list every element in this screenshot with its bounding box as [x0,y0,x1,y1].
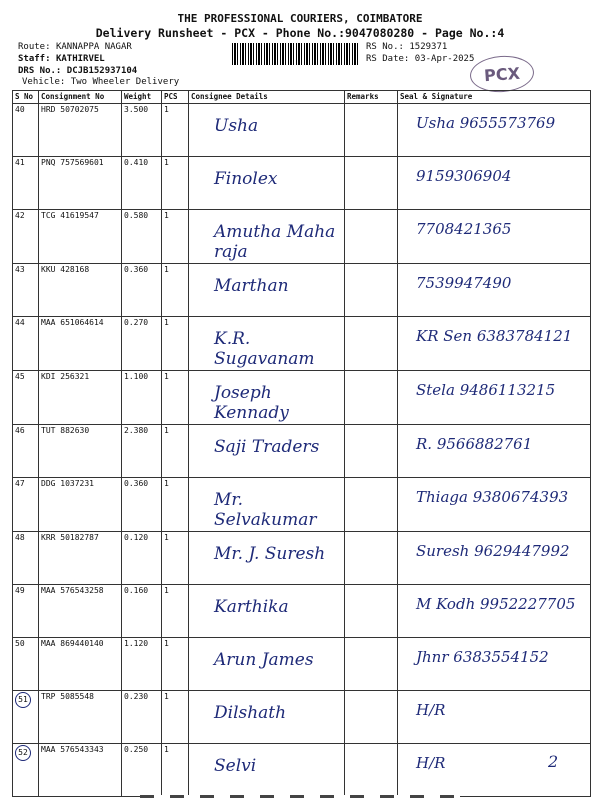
cell-consignee-text: Dilshath [214,703,287,723]
cell-signature-text: R. 9566882761 [416,435,533,453]
table-row [13,317,591,371]
cell-signature-text: Thiaga 9380674393 [416,488,569,506]
table-row [13,691,591,744]
cell-pcs-text: 1 [164,586,169,595]
cell-weight-text: 1.100 [124,372,149,381]
cell-weight [122,744,162,797]
cell-remarks [345,478,398,532]
cell-consignment-no [39,264,122,317]
route-line [18,42,132,53]
cell-pcs-text: 1 [164,479,169,488]
rs-date-line [366,54,474,65]
corner-handwritten-mark: 2 [548,752,559,771]
cell-weight-text: 0.360 [124,479,149,488]
cell-consignment-no-text: TCG 41619547 [41,211,99,220]
cell-sno [13,691,39,744]
cell-sno [13,371,39,425]
cell-consignee-text: Selvi [214,756,257,776]
cell-consignment-no [39,317,122,371]
cell-consignment-no [39,532,122,585]
rs-date-label: RS Date: [366,54,410,64]
table-row [13,478,591,532]
cell-consignment-no-text: KRR 50182787 [41,533,99,542]
cell-signature-text: H/R [416,701,446,719]
cell-pcs-text: 1 [164,211,169,220]
cell-consignee-text: Saji Traders [214,437,320,457]
cell-signature [398,532,591,585]
cell-weight-text: 0.270 [124,318,149,327]
cell-sno-text: 44 [15,318,25,327]
header-pcs: PCS [162,91,189,104]
cell-consignment-no [39,104,122,157]
vehicle-label: Vehicle: [22,77,66,87]
cell-sno [13,532,39,585]
cell-sno [13,425,39,478]
cell-signature [398,478,591,532]
cell-consignee [189,104,345,157]
cell-remarks [345,585,398,638]
cell-consignment-no-text: MAA 869440140 [41,639,104,648]
cell-weight-text: 0.250 [124,745,149,754]
cell-consignee [189,264,345,317]
cell-sno-text: 51 [15,692,31,708]
cell-signature [398,744,591,797]
cell-weight-text: 0.160 [124,586,149,595]
cell-weight [122,425,162,478]
cell-consignee-text: Marthan [214,276,289,296]
cell-pcs [162,264,189,317]
cell-pcs [162,478,189,532]
staff-value: KATHIRVEL [55,54,105,64]
cell-weight [122,157,162,210]
cell-sno [13,478,39,532]
vehicle-line [22,77,179,88]
header-signature: Seal & Signature [398,91,591,104]
cell-sno [13,317,39,371]
cell-signature [398,638,591,691]
cell-remarks [345,744,398,797]
cell-pcs-text: 1 [164,265,169,274]
cell-remarks [345,425,398,478]
cell-pcs [162,317,189,371]
header-consignment-no: Consignment No [39,91,122,104]
table-row [13,585,591,638]
cell-remarks [345,371,398,425]
cell-weight [122,638,162,691]
cell-signature-text: Usha 9655573769 [416,114,556,132]
header-remarks: Remarks [345,91,398,104]
cell-signature-text: Jhnr 6383554152 [416,648,549,666]
cell-pcs [162,104,189,157]
cell-weight [122,691,162,744]
cell-consignment-no-text: MAA 576543258 [41,586,104,595]
table-row [13,638,591,691]
cell-signature-text: 9159306904 [416,167,512,185]
rs-no-line [366,42,447,53]
cell-signature-text: KR Sen 6383784121 [416,327,573,345]
cell-remarks [345,638,398,691]
cell-pcs [162,691,189,744]
cell-pcs [162,744,189,797]
cell-weight [122,478,162,532]
cell-signature [398,264,591,317]
cell-weight-text: 0.580 [124,211,149,220]
pcx-stamp: PCX [469,54,535,94]
cell-consignee [189,157,345,210]
cell-signature-text: 7708421365 [416,220,512,238]
drs-value: DCJB152937104 [66,66,138,76]
cell-sno-text: 48 [15,533,25,542]
cell-sno [13,157,39,210]
table-row [13,425,591,478]
cell-consignee-text: Usha [214,116,259,136]
cell-weight [122,104,162,157]
cell-pcs-text: 1 [164,692,169,701]
cell-consignee [189,425,345,478]
cell-consignment-no [39,210,122,264]
cell-consignee [189,210,345,264]
cell-sno-text: 52 [15,745,31,761]
table-row [13,210,591,264]
cell-sno-text: 46 [15,426,25,435]
cell-pcs-text: 1 [164,318,169,327]
cell-pcs [162,585,189,638]
table-row [13,104,591,157]
cell-pcs-text: 1 [164,158,169,167]
staff-label: Staff: [18,54,51,64]
cell-consignee [189,744,345,797]
runsheet-table [12,90,591,797]
cell-sno [13,638,39,691]
cell-consignment-no [39,157,122,210]
cell-signature-text: H/R [416,754,446,772]
cell-pcs [162,210,189,264]
cell-consignment-no-text: MAA 576543343 [41,745,104,754]
cell-pcs-text: 1 [164,533,169,542]
cell-signature [398,691,591,744]
cell-sno [13,264,39,317]
cell-signature [398,585,591,638]
cell-sno-text: 41 [15,158,25,167]
cell-signature-text: 7539947490 [416,274,512,292]
rs-date-value: 03-Apr-2025 [414,54,475,64]
cell-signature [398,425,591,478]
cell-signature [398,317,591,371]
cell-consignment-no-text: TRP 5085548 [41,692,94,701]
rs-no-value: 1529371 [409,42,448,52]
cell-pcs [162,638,189,691]
cell-remarks [345,317,398,371]
cell-consignee-text: Mr. J. Suresh [214,544,326,564]
cell-weight-text: 0.410 [124,158,149,167]
table-row [13,157,591,210]
drs-label: DRS No.: [18,66,62,76]
table-row [13,744,591,797]
cell-sno-text: 43 [15,265,25,274]
cell-consignee-text: Finolex [214,169,278,189]
header-sno: S No [13,91,39,104]
cell-pcs-text: 1 [164,426,169,435]
table-header-row [13,91,591,104]
cell-consignment-no [39,691,122,744]
cell-consignment-no-text: MAA 651064614 [41,318,104,327]
cell-consignee-text: Joseph Kennady [214,383,289,423]
cell-sno [13,104,39,157]
drs-line [18,66,137,77]
cell-sno [13,585,39,638]
route-label: Route: [18,42,51,52]
cell-sno-text: 42 [15,211,25,220]
cell-sno-text: 47 [15,479,25,488]
cell-consignment-no-text: PNQ 757569601 [41,158,104,167]
company-name: THE PROFESSIONAL COURIERS, COIMBATORE [177,12,423,25]
cell-weight [122,585,162,638]
cell-weight-text: 3.500 [124,105,149,114]
cell-consignment-no-text: DDG 1037231 [41,479,94,488]
cell-remarks [345,532,398,585]
cell-pcs-text: 1 [164,639,169,648]
cell-pcs [162,157,189,210]
cell-sno [13,744,39,797]
cell-signature-text: Suresh 9629447992 [416,542,570,560]
cell-consignment-no [39,371,122,425]
cell-consignee [189,585,345,638]
cell-consignment-no [39,478,122,532]
cell-sno-text: 45 [15,372,25,381]
cell-remarks [345,264,398,317]
cell-remarks [345,157,398,210]
cell-remarks [345,691,398,744]
cell-consignee [189,317,345,371]
cell-weight [122,317,162,371]
cell-pcs-text: 1 [164,745,169,754]
runsheet-subtitle: Delivery Runsheet - PCX - Phone No.:9047080280 - Page No.:4 [95,26,505,40]
cell-pcs [162,425,189,478]
cell-weight-text: 1.120 [124,639,149,648]
header-consignee: Consignee Details [189,91,345,104]
scan-edge-marks [140,795,460,798]
cell-consignee-text: Arun James [214,650,314,670]
cell-consignment-no [39,585,122,638]
cell-consignee-text: Mr. Selvakumar [214,490,317,530]
cell-consignee-text: Amutha Maha raja [214,222,336,262]
cell-weight-text: 0.360 [124,265,149,274]
cell-weight-text: 2.380 [124,426,149,435]
cell-consignment-no [39,638,122,691]
header-weight: Weight [122,91,162,104]
cell-signature-text: M Kodh 9952227705 [416,595,576,613]
cell-pcs [162,371,189,425]
cell-consignment-no [39,425,122,478]
cell-sno [13,210,39,264]
cell-consignee [189,532,345,585]
cell-signature [398,104,591,157]
cell-weight [122,371,162,425]
cell-weight [122,264,162,317]
cell-pcs-text: 1 [164,372,169,381]
runsheet-title [0,12,600,40]
cell-consignment-no-text: KDI 256321 [41,372,90,381]
cell-weight-text: 0.230 [124,692,149,701]
cell-consignment-no [39,744,122,797]
rs-no-label: RS No.: [366,42,404,52]
cell-consignee [189,691,345,744]
cell-signature [398,157,591,210]
cell-consignment-no-text: KKU 428168 [41,265,90,274]
route-value: KANNAPPA NAGAR [55,42,132,52]
cell-consignee [189,371,345,425]
cell-signature-text: Stela 9486113215 [416,381,556,399]
cell-weight-text: 0.120 [124,533,149,542]
cell-sno-text: 50 [15,639,25,648]
staff-line [18,54,105,65]
barcode-image [232,43,360,65]
cell-signature [398,210,591,264]
table-row [13,264,591,317]
cell-consignee-text: K.R. Sugavanam [214,329,315,369]
cell-remarks [345,210,398,264]
cell-consignee [189,638,345,691]
cell-remarks [345,104,398,157]
cell-pcs-text: 1 [164,105,169,114]
cell-signature [398,371,591,425]
cell-consignment-no-text: HRD 50702075 [41,105,99,114]
table-row [13,532,591,585]
cell-sno-text: 49 [15,586,25,595]
cell-consignee [189,478,345,532]
cell-sno-text: 40 [15,105,25,114]
cell-weight [122,210,162,264]
cell-pcs [162,532,189,585]
vehicle-value: Two Wheeler Delivery [70,77,180,87]
cell-consignment-no-text: TUT 882630 [41,426,90,435]
cell-weight [122,532,162,585]
cell-consignee-text: Karthika [214,597,289,617]
table-row [13,371,591,425]
